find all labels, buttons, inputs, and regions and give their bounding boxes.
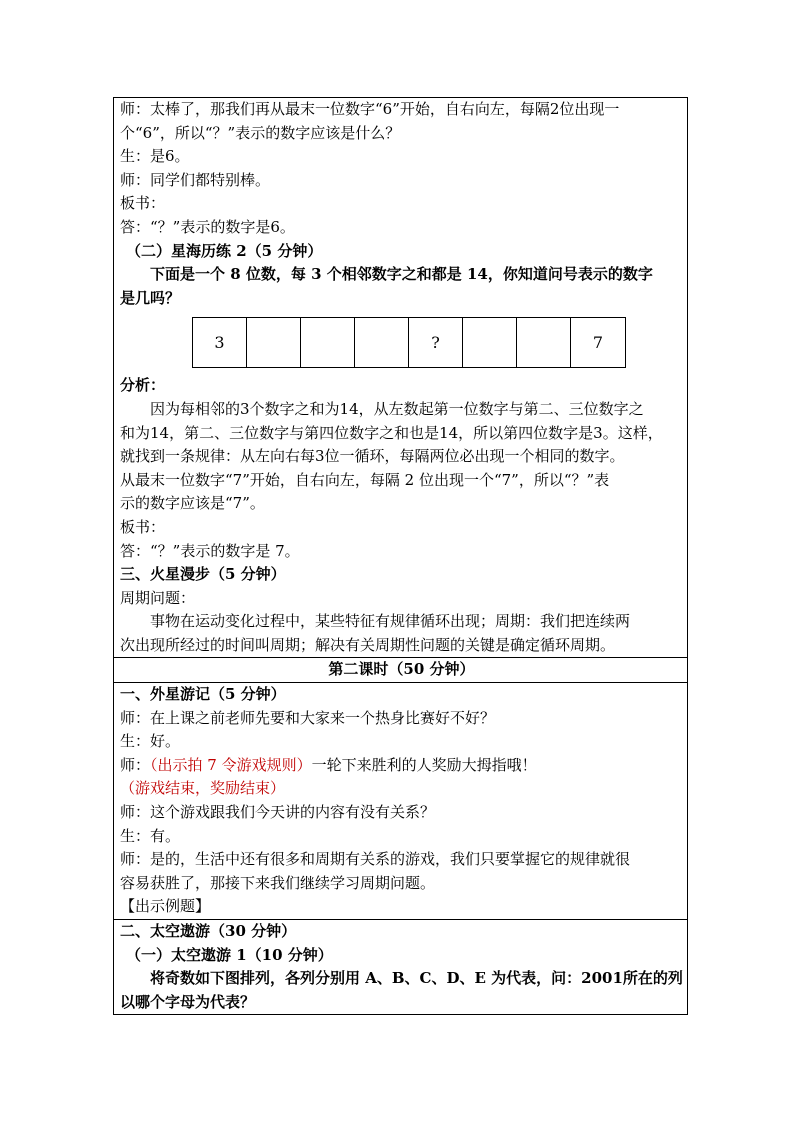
section-subheading: （一）太空遨游 1（10 分钟）	[126, 945, 333, 964]
cell-review	[114, 98, 688, 658]
stage-direction: （游戏结束，奖励结束）	[120, 779, 286, 798]
board-label: 板书：	[120, 517, 166, 536]
number-box	[247, 318, 301, 367]
dialogue-line: 容易获胜了，那接下来我们继续学习周期问题。	[120, 873, 436, 892]
number-box	[463, 318, 517, 367]
dialogue-line: 师：在上课之前老师先要和大家来一个热身比赛好不好？	[120, 708, 496, 727]
analysis-text: 因为每相邻的3个数字之和为14，从左数起第一位数字与第二、三位数字之	[150, 399, 644, 418]
period-definition: 事物在运动变化过程中，某些特征有规律循环出现；周期：我们把连续两	[150, 612, 631, 631]
lesson-title: 第二课时（50 分钟）	[328, 660, 475, 679]
section-heading: 三、火星漫步（5 分钟）	[120, 565, 286, 584]
row-warmup	[114, 683, 688, 920]
problem-text: 是几吗？	[120, 288, 181, 307]
analysis-text: 示的数字应该是“7”。	[120, 494, 265, 513]
dialogue-line: 个“6”，所以“？”表示的数字应该是什么？	[120, 123, 401, 142]
problem-text: 下面是一个 8 位数，每 3 个相邻数字之和都是 14，你知道问号表示的数字	[150, 265, 653, 284]
row-space-tour	[114, 920, 688, 1015]
problem-text: 以哪个字母为代表？	[120, 992, 256, 1011]
period-label: 周期问题：	[120, 588, 196, 607]
cell-warmup	[114, 683, 688, 920]
cell-space-tour	[114, 920, 688, 1015]
dialogue-line: 师：是的，生活中还有很多和周期有关系的游戏，我们只要掌握它的规律就很	[120, 850, 631, 869]
answer-line: 答：“？”表示的数字是6。	[120, 217, 295, 236]
dialogue-text: 一轮下来胜利的人奖励大拇指哦！	[311, 755, 537, 774]
section-heading: 一、外星游记（5 分钟）	[120, 685, 286, 704]
number-boxes-row	[120, 310, 683, 374]
analysis-text: 就找到一条规律：从左向右每3位一循环，每隔两位必出现一个相同的数字。	[120, 447, 625, 466]
number-box: ?	[409, 318, 463, 367]
dialogue-line: 生：是6。	[120, 147, 190, 166]
speaker-prefix: 师：	[120, 755, 151, 774]
period-definition: 次出现所经过的时间叫周期；解决有关周期性问题的关键是确定循环周期。	[120, 635, 616, 654]
number-box: 7	[592, 333, 604, 353]
example-label: 【出示例题】	[120, 897, 211, 916]
lesson-table	[113, 97, 688, 1015]
board-label: 板书：	[120, 194, 166, 213]
number-box	[517, 318, 571, 367]
analysis-text: 和为14，第二、三位数字与第四位数字之和也是14，所以第四位数字是3。这样，	[120, 423, 663, 442]
dialogue-line	[120, 754, 683, 778]
dialogue-line: 生：好。	[120, 732, 181, 751]
analysis-label: 分析：	[120, 376, 166, 395]
section-heading: 二、太空遨游（30 分钟）	[120, 922, 297, 940]
dialogue-line: 师：这个游戏跟我们今天讲的内容有没有关系？	[120, 803, 436, 822]
number-box	[355, 318, 409, 367]
row-lesson-title	[114, 658, 688, 683]
dialogue-line: 生：有。	[120, 826, 181, 845]
number-boxes	[192, 317, 626, 368]
section-heading: （二）星海历练 2（5 分钟）	[126, 241, 323, 260]
dialogue-line: 师：太棒了，那我们再从最末一位数字“6”开始，自右向左，每隔2位出现一	[120, 100, 620, 118]
stage-direction: （出示拍 7 令游戏规则）	[150, 755, 312, 774]
number-box: 3	[193, 318, 247, 367]
cell-lesson-title	[114, 658, 688, 683]
dialogue-line: 师：同学们都特别棒。	[120, 170, 271, 189]
answer-line: 答：“？”表示的数字是 7。	[120, 541, 300, 560]
analysis-text: 从最末一位数字“7”开始，自右向左，每隔 2 位出现一个“7”，所以“？”表	[120, 470, 610, 489]
number-box	[301, 318, 355, 367]
problem-text: 将奇数如下图排列，各列分别用 A、B、C、D、E 为代表，问：2001所在的列	[150, 969, 683, 988]
row-review	[114, 98, 688, 658]
